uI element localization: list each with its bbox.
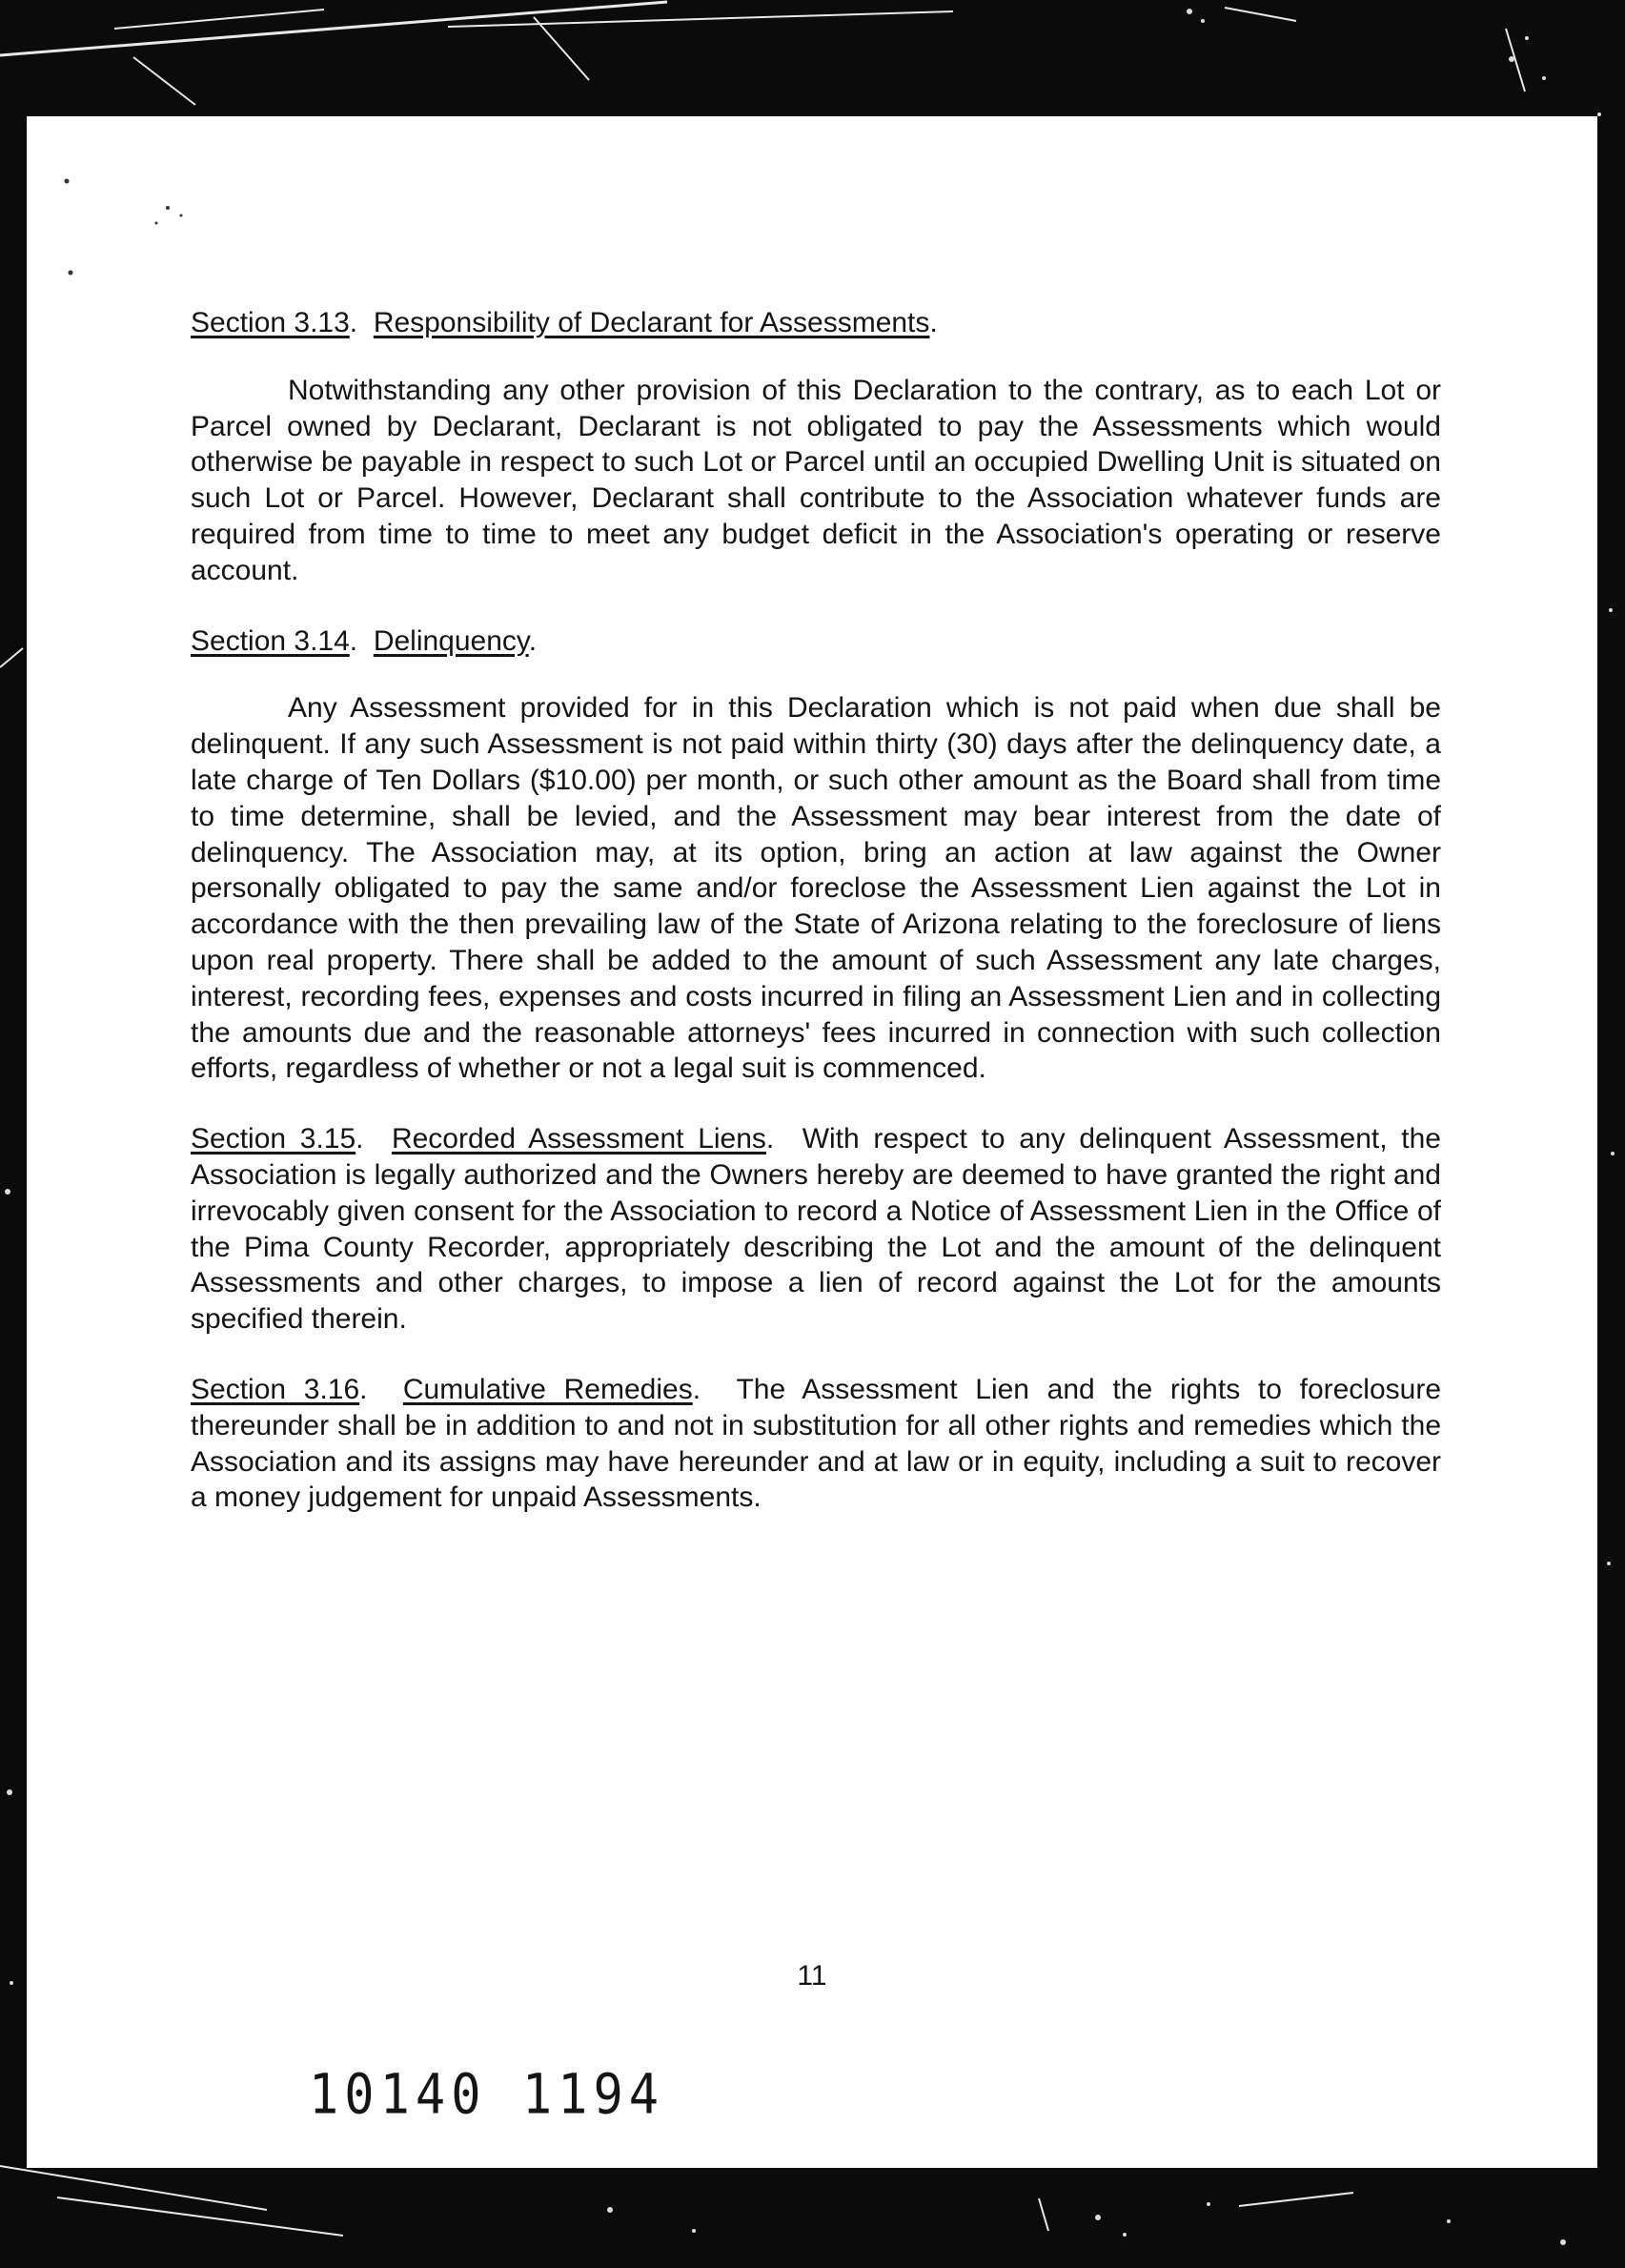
document-body bbox=[191, 305, 1441, 1550]
section-heading: Section 3.13. Responsibility of Declarant for Assessments. bbox=[191, 307, 938, 338]
section-number: Section 3.14 bbox=[191, 624, 350, 657]
section-paragraph: Section 3.16. Cumulative Remedies. The Assessment Lien and the rights to foreclosure thereunder shall be in addition to and not in substitution for all other rights and remedies which the Association and its assigns may have hereunder and at law or in equity, including a suit to recover a money judgement for unpaid Assessments. bbox=[191, 1373, 1442, 1514]
section-3-15 bbox=[191, 1121, 1441, 1338]
section-3-13 bbox=[191, 305, 1441, 589]
section-number: Section 3.15 bbox=[191, 1123, 356, 1155]
section-title: Delinquency bbox=[373, 624, 529, 657]
scan-speckles bbox=[27, 116, 274, 307]
section-title: Cumulative Remedies bbox=[402, 1373, 693, 1405]
document-page bbox=[27, 116, 1597, 2168]
page-number: 11 bbox=[797, 1960, 827, 1992]
section-number: Section 3.13 bbox=[191, 307, 350, 338]
section-text: With respect to any delinquent Assessment, the Association is legally authorized and the Owners hereby are deemed to have granted the right and irrevocably given consent for the Association to record a Notice of Assessment Lien in the Office of the Pima County Recorder, appropriately describing the Lot and the amount of the delinquent Assessments and other charges, to impose a lien of record against the Lot for the amounts specified therein. bbox=[191, 1123, 1441, 1336]
section-title: Responsibility of Declarant for Assessments bbox=[373, 307, 930, 338]
section-paragraph: Section 3.15. Recorded Assessment Liens. With respect to any delinquent Assessment, the Association is legally authorized and the Owners hereby are deemed to have granted the right and irrevocably given consent for the Association to record a Notice of Assessment Lien in the Office of the Pima County Recorder, appropriately describing the Lot and the amount of the delinquent Assessments and other charges, to impose a lien of record against the Lot for the amounts specified therein. bbox=[191, 1123, 1441, 1336]
section-3-16 bbox=[191, 1372, 1441, 1516]
section-3-14 bbox=[191, 623, 1441, 1088]
section-paragraph: Any Assessment provided for in this Declaration which is not paid when due shall be delinquent. If any such Assessment is not paid within thirty (30) days after the delinquency date, a late charge of Ten Dollars ($10.00) per month, or such other amount as the Board shall from time to time determine, shall be levied, and the Assessment may bear interest from the date of delinquency. The Association may, at its option, bring an action at law against the Owner personally obligated to pay the same and/or foreclose the Assessment Lien against the Lot in accordance with the then prevailing law of the State of Arizona relating to the foreclosure of liens upon real property. There shall be added to the amount of such Assessment any late charges, interest, recording fees, expenses and costs incurred in filing an Assessment Lien and in collecting the amounts due and the reasonable attorneys' fees incurred in connection with such collection efforts, regardless of whether or not a legal suit is commenced. bbox=[191, 692, 1441, 1085]
section-number: Section 3.16 bbox=[191, 1373, 360, 1405]
section-heading: Section 3.14. Delinquency. bbox=[191, 624, 538, 657]
section-text: The Assessment Lien and the rights to foreclosure thereunder shall be in addition to and not in substitution for all other rights and remedies which the Association and its assigns may have hereunder and at law or in equity, including a suit to recover a money judgement for unpaid Assessments. bbox=[191, 1373, 1442, 1514]
section-title: Recorded Assessment Liens bbox=[391, 1123, 766, 1155]
section-paragraph: Notwithstanding any other provision of this Declaration to the contrary, as to each Lot or Parcel owned by Declarant, Declarant is not obligated to pay the Assessments which would otherwise be payable in respect to such Lot or Parcel until an occupied Dwelling Unit is situated on such Lot or Parcel. However, Declarant shall contribute to the Association whatever funds are required from time to time to meet any budget deficit in the Association's operating or reserve account. bbox=[191, 374, 1441, 586]
recording-stamp: 10140 1194 bbox=[309, 2063, 665, 2128]
